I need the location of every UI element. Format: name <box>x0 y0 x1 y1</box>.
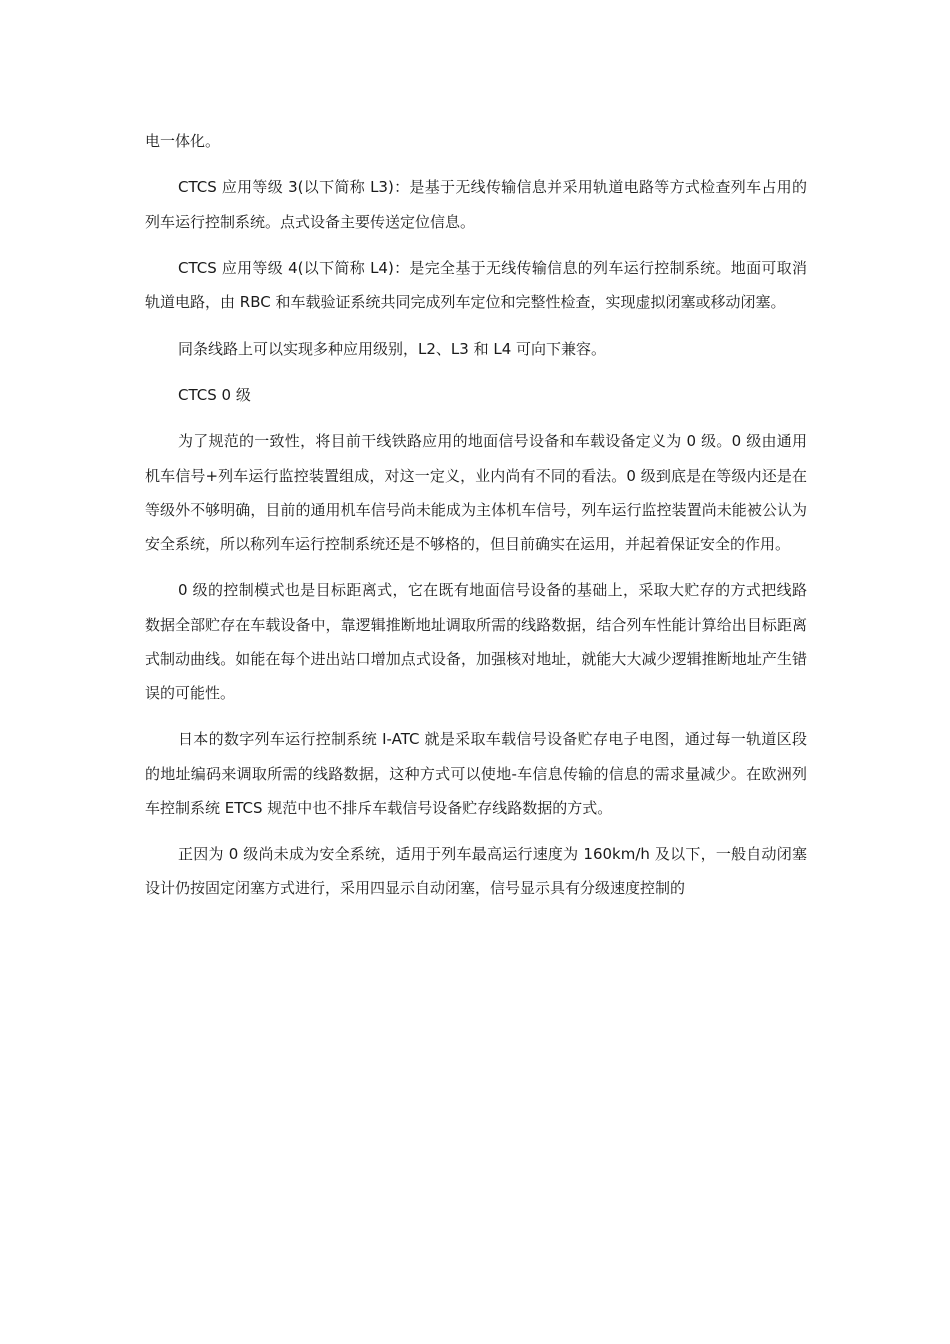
paragraph-7: 0 级的控制模式也是目标距离式，它在既有地面信号设备的基础上，采取大贮存的方式把线路数据全部贮存在车载设备中，靠逻辑推断地址调取所需的线路数据，结合列车性能计算给出目标距离式制动曲线。如能在每个进出站口增加点式设备，加强核对地址，就能大大减少逻辑推断地址产生错误的可能性。 <box>145 581 807 702</box>
paragraph-4: 同条线路上可以实现多种应用级别，L2、L3 和 L4 可向下兼容。 <box>178 339 607 358</box>
paragraph-2: CTCS 应用等级 3(以下简称 L3)：是基于无线传输信息并采用轨道电路等方式检查列车占用的列车运行控制系统。点式设备主要传送定位信息。 <box>145 178 807 231</box>
paragraph-9: 正因为 0 级尚未成为安全系统，适用于列车最高运行速度为 160km/h 及以下，一般自动闭塞设计仍按固定闭塞方式进行，采用四显示自动闭塞，信号显示具有分级速度控制的 <box>145 845 807 898</box>
paragraph-8: 日本的数字列车运行控制系统 I-ATC 就是采取车载信号设备贮存电子电图，通过每一轨道区段的地址编码来调取所需的线路数据，这种方式可以使地-车信息传输的信息的需求量减少。在欧洲列车控制系统 ETCS 规范中也不排斥车载信号设备贮存线路数据的方式。 <box>145 730 807 817</box>
section-heading-ctcs-0: CTCS 0 级 <box>178 385 251 404</box>
paragraph-1: 电一体化。 <box>145 132 221 150</box>
paragraph-6: 为了规范的一致性，将目前干线铁路应用的地面信号设备和车载设备定义为 0 级。0 级由通用机车信号+列车运行监控装置组成，对这一定义，业内尚有不同的看法。0 级到底是在等级内还是在等级外不够明确，目前的通用机车信号尚未能成为主体机车信号，列车运行监控装置尚未能被公认为安全系统，所以称列车运行控制系统还是不够格的，但目前确实在运用，并起着保证安全的作用。 <box>145 432 807 553</box>
document-body <box>145 124 807 906</box>
paragraph-3: CTCS 应用等级 4(以下简称 L4)：是完全基于无线传输信息的列车运行控制系统。地面可取消轨道电路，由 RBC 和车载验证系统共同完成列车定位和完整性检查，实现虚拟闭塞或移动闭塞。 <box>145 258 807 312</box>
